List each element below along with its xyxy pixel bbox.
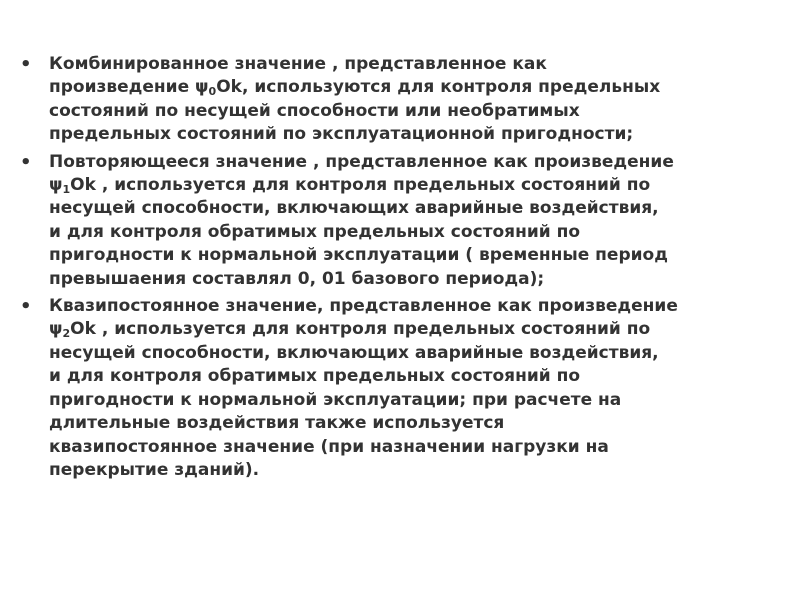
bullet-text-line [49,151,780,174]
text-run: Ok , используется для контроля предельных состояний по [70,175,651,196]
bullet-list [20,53,780,486]
text-run: пригодности к нормальной эксплуатации; при расчете на [49,389,622,410]
bullet-text-line [49,244,780,267]
text-run: и для контроля обратимых предельных состояний по [49,366,581,387]
text-run: и для контроля обратимых предельных состояний по [49,221,581,242]
bullet-text-line [49,268,780,291]
bullet-text-line [49,295,780,318]
bullet-text-line [49,459,780,482]
bullet-text-line [49,342,780,365]
bullet-text-line [49,76,780,99]
text-run: перекрытие зданий). [49,459,260,480]
text-run: предельных состояний по эксплуатационной пригодности; [49,124,634,145]
text-run: длительные воздействия также используется [49,413,505,434]
bullet-item [20,295,780,482]
text-run: квазипостоянное значение (при назначении нагрузки на [49,436,609,457]
psi-subscript: 1 [62,183,71,197]
bullet-text-line [49,174,780,197]
text-run: Повторяющееся значение , представленное как произведение [49,151,674,172]
bullet-text-line [49,221,780,244]
text-run: Комбинированное значение , представленное как [49,54,547,74]
bullet-text-line [49,365,780,388]
bullet-item [20,53,780,147]
text-run: Ok, используются для контроля предельных [216,77,661,98]
bullet-item [20,151,780,291]
psi-subscript: 0 [208,85,217,99]
text-run: несущей способности, включающих аварийные воздействия, [49,198,659,219]
text-run: пригодности к нормальной эксплуатации ( временные период [49,245,668,266]
text-run: несущей способности, включающих аварийные воздействия, [49,342,659,363]
text-run: произведение ψ [49,77,209,98]
bullet-text-line [49,123,780,146]
bullet-dot-icon: • [20,151,32,173]
bullet-text-line [49,100,780,123]
bullet-text-line [49,318,780,341]
text-run: Квазипостоянное значение, представленное как произведение [49,296,678,317]
text-run: состояний по несущей способности или необратимых [49,100,580,121]
bullet-text-line [49,412,780,435]
text-run: ψ [49,175,63,196]
text-run: превышаения составлял 0, 01 базового периода); [49,268,545,289]
bullet-dot-icon: • [20,296,32,318]
bullet-text-line [49,436,780,459]
psi-subscript: 2 [62,327,71,341]
bullet-text-line [49,197,780,220]
text-run: ψ [49,319,63,340]
bullet-dot-icon: • [20,54,32,75]
bullet-text-line [49,389,780,412]
text-run: Ok , используется для контроля предельных состояний по [70,319,651,340]
bullet-text-line [49,53,780,76]
